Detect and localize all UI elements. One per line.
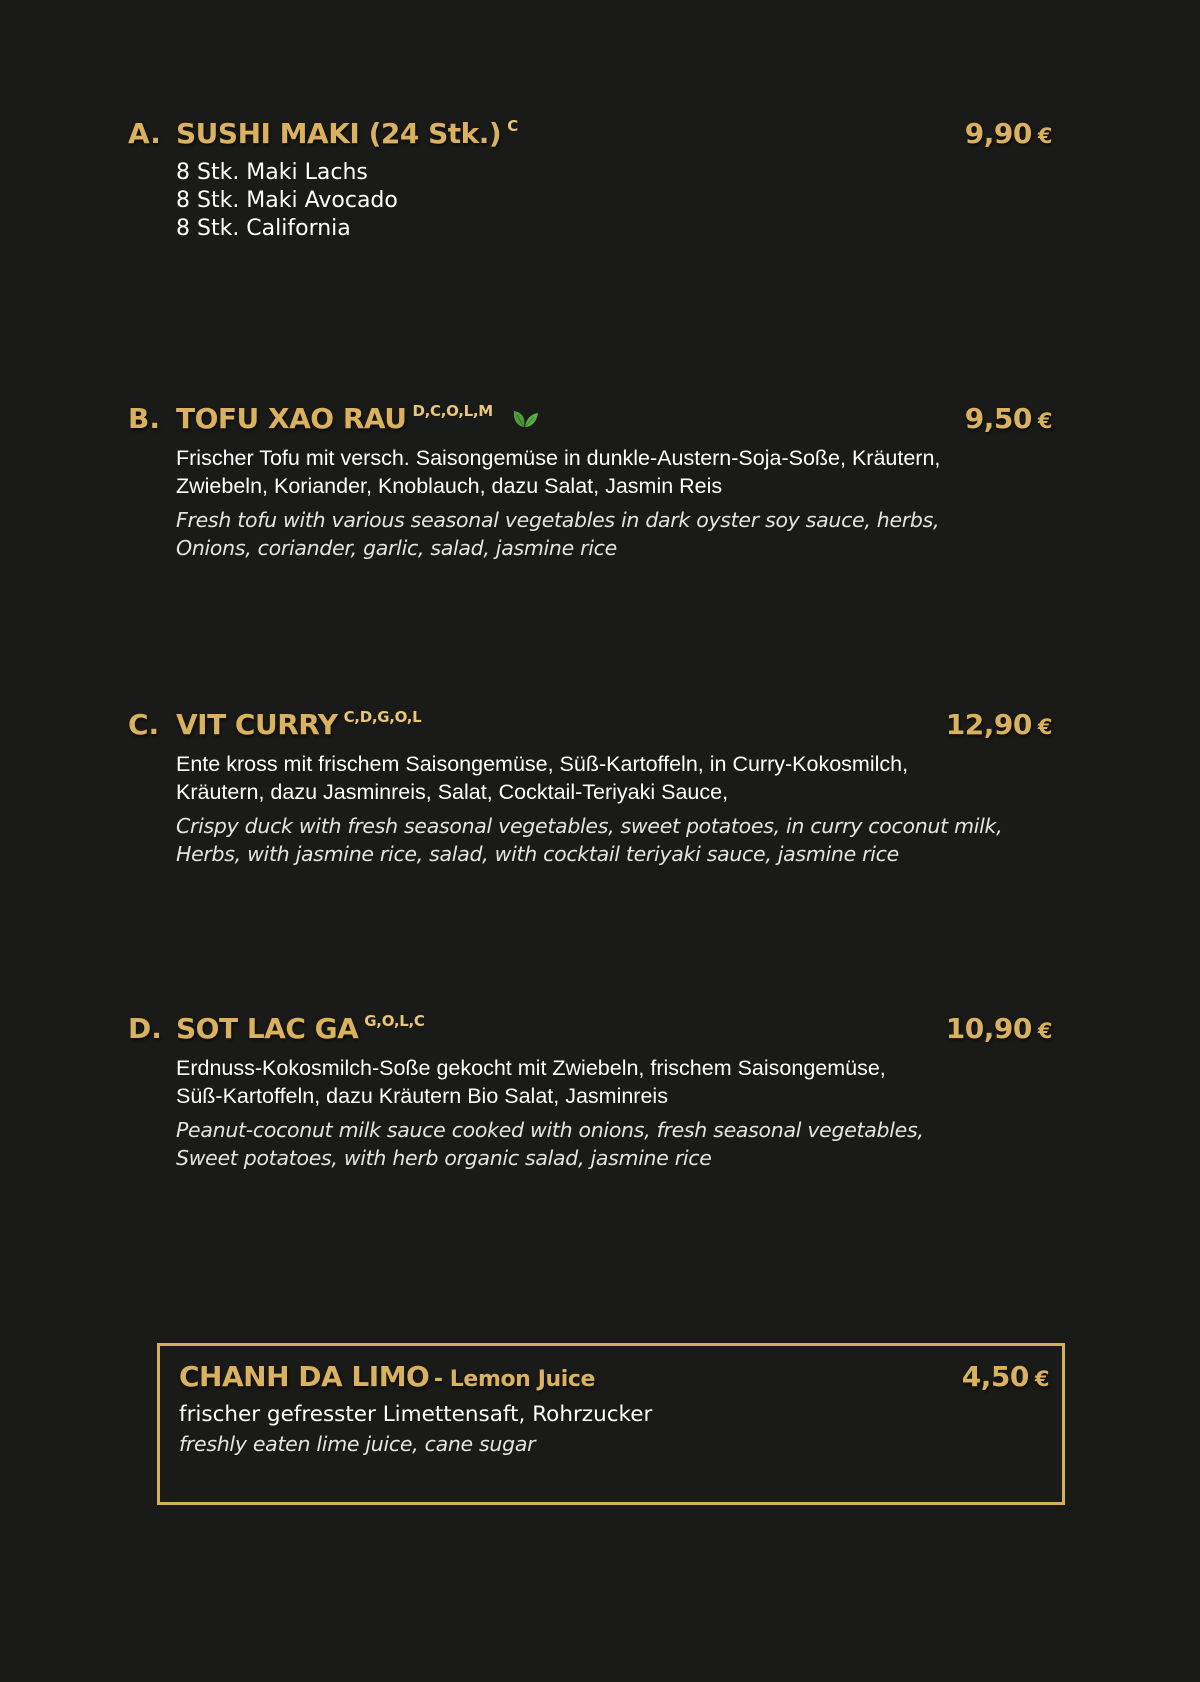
drink-subtitle: - Lemon Juice <box>433 1367 596 1392</box>
item-price <box>946 708 1052 744</box>
allergen-codes: C <box>507 117 518 135</box>
item-title-row <box>176 117 518 151</box>
drink-highlight-box <box>157 1343 1065 1505</box>
description-de: Kräutern, dazu Jasminreis, Salat, Cocktail-Teriyaki Sauce, <box>176 780 729 804</box>
detail-line: 8 Stk. Maki Lachs <box>176 160 368 185</box>
item-title-row <box>176 708 421 742</box>
allergen-codes: G,O,L,C <box>364 1012 425 1030</box>
item-description <box>176 444 1076 562</box>
currency-symbol: € <box>1037 409 1052 433</box>
description-en: Sweet potatoes, with herb organic salad, jasmine rice <box>176 1146 712 1170</box>
price-value: 9,90 <box>964 117 1032 150</box>
price-value: 9,50 <box>964 402 1032 435</box>
item-name: SUSHI MAKI (24 Stk.) <box>176 117 502 150</box>
item-description <box>176 750 1076 868</box>
description-de: Erdnuss-Kokosmilch-Soße gekocht mit Zwiebeln, frischem Saisongemüse, <box>176 1056 886 1080</box>
item-letter: A. <box>128 117 161 150</box>
price-value: 10,90 <box>945 1012 1032 1045</box>
item-title-row <box>176 402 539 436</box>
item-letter: D. <box>128 1012 162 1045</box>
leaf-icon <box>511 408 539 435</box>
item-letter: B. <box>128 402 160 435</box>
allergen-codes: C,D,G,O,L <box>343 708 422 726</box>
currency-symbol: € <box>1037 715 1052 739</box>
description-en: Herbs, with jasmine rice, salad, with cocktail teriyaki sauce, jasmine rice <box>176 842 899 866</box>
item-price <box>946 1012 1052 1048</box>
item-title-row <box>176 1012 425 1046</box>
item-name: TOFU XAO RAU <box>176 402 407 435</box>
description-de: Süß-Kartoffeln, dazu Kräutern Bio Salat, Jasminreis <box>176 1084 668 1108</box>
drink-price <box>962 1360 1049 1396</box>
price-value: 12,90 <box>945 708 1032 741</box>
description-en: freshly eaten lime juice, cane sugar <box>179 1432 536 1456</box>
item-price <box>965 402 1052 438</box>
currency-symbol: € <box>1034 1367 1049 1391</box>
item-price <box>965 117 1052 153</box>
description-en: Onions, coriander, garlic, salad, jasmine rice <box>176 536 617 560</box>
drink-title-row <box>179 1360 595 1394</box>
currency-symbol: € <box>1037 124 1052 148</box>
description-en: Fresh tofu with various seasonal vegetables in dark oyster soy sauce, herbs, <box>176 508 940 532</box>
description-de: Ente kross mit frischem Saisongemüse, Süß-Kartoffeln, in Curry-Kokosmilch, <box>176 752 909 776</box>
currency-symbol: € <box>1037 1019 1052 1043</box>
description-en: Crispy duck with fresh seasonal vegetables, sweet potatoes, in curry coconut milk, <box>176 814 1003 838</box>
item-name: VIT CURRY <box>176 708 338 741</box>
description-de: Zwiebeln, Koriander, Knoblauch, dazu Salat, Jasmin Reis <box>176 474 723 498</box>
item-details <box>176 159 1076 243</box>
item-name: SOT LAC GA <box>176 1012 359 1045</box>
detail-line: 8 Stk. California <box>176 216 351 241</box>
price-value: 4,50 <box>961 1360 1029 1393</box>
item-description <box>176 1054 1076 1172</box>
description-de: frischer gefresster Limettensaft, Rohrzucker <box>179 1402 653 1427</box>
item-letter: C. <box>128 708 160 741</box>
description-de: Frischer Tofu mit versch. Saisongemüse in dunkle-Austern-Soja-Soße, Kräutern, <box>176 446 941 470</box>
drink-description <box>179 1400 652 1458</box>
allergen-codes: D,C,O,L,M <box>412 402 493 420</box>
detail-line: 8 Stk. Maki Avocado <box>176 188 398 213</box>
description-en: Peanut-coconut milk sauce cooked with onions, fresh seasonal vegetables, <box>176 1118 924 1142</box>
drink-name: CHANH DA LIMO <box>179 1360 430 1393</box>
